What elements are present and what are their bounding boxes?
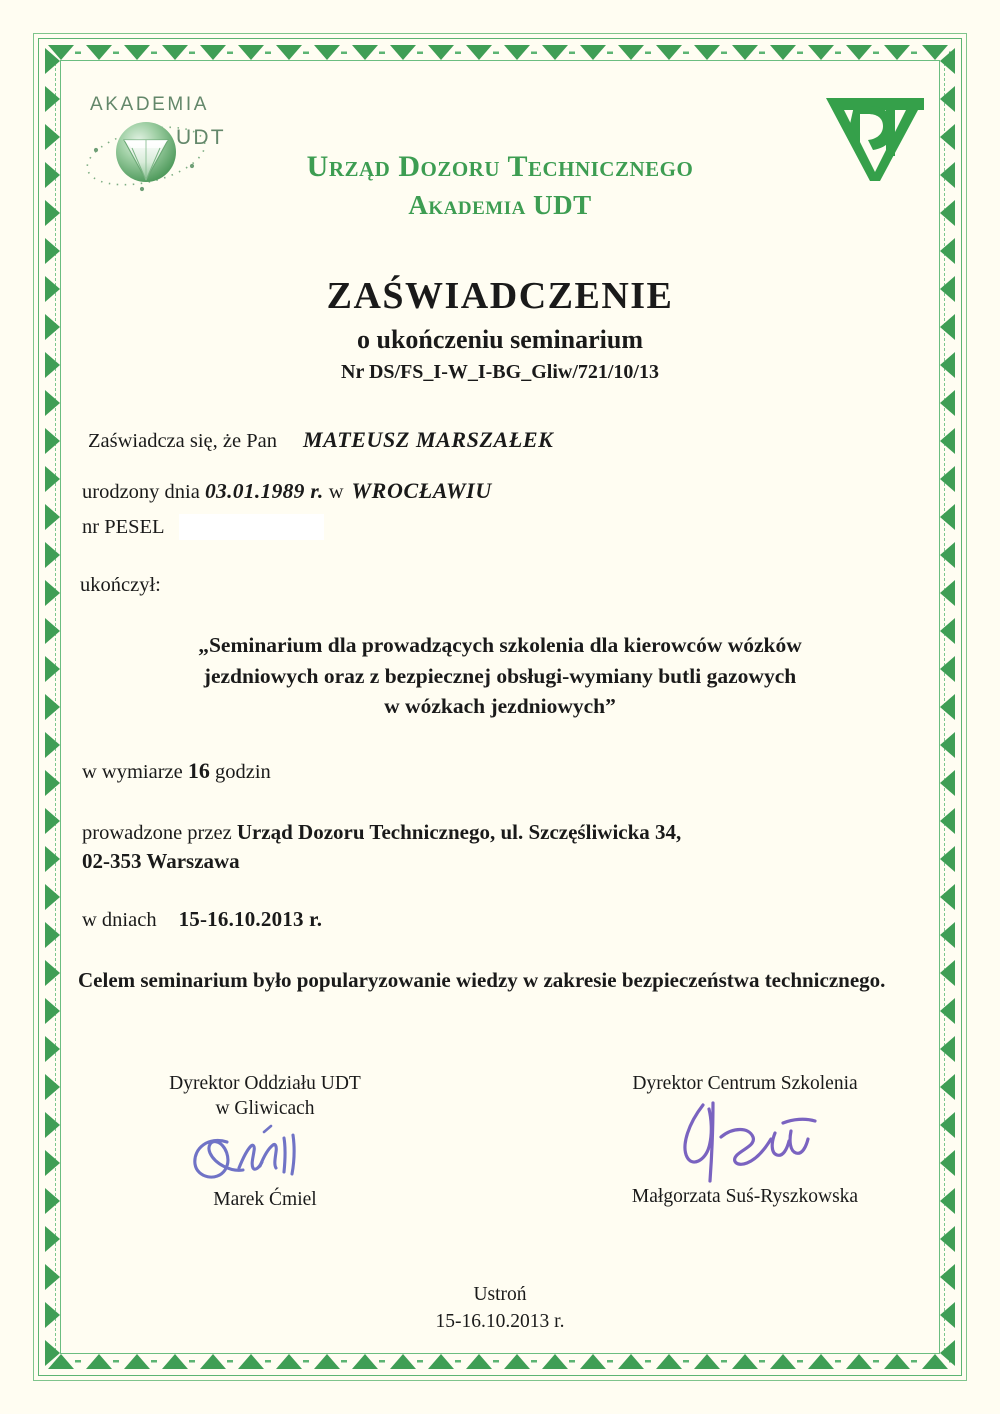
dates-value: 15-16.10.2013 r.: [178, 906, 323, 931]
seminar-title: [70, 630, 930, 722]
signature-role-left-line-1: Dyrektor Oddziału UDT: [169, 1073, 361, 1094]
organizer-address-line-2: 02-353 Warszawa: [82, 849, 240, 874]
signature-name-right: Małgorzata Suś-Ryszkowska: [631, 1185, 859, 1207]
title-block: [70, 277, 930, 383]
footer-date: 15-16.10.2013 r.: [435, 1311, 565, 1333]
seminar-title-line-2: jezdniowych oraz z bezpiecznej obsługi-wymiany butli gazowych: [203, 663, 797, 688]
certificate-number: Nr DS/FS_I-W_I-BG_Gliw/721/10/13: [341, 361, 659, 384]
organization-line-1: Urząd Dozoru Technicznego: [306, 150, 694, 183]
dates-prefix: w dniach: [82, 908, 157, 931]
organizer-line: [82, 818, 930, 877]
recipient-line: [88, 429, 930, 452]
organization-line-2: Akademia UDT: [408, 190, 592, 220]
recipient-prefix: Zaświadcza się, że Pan: [88, 430, 277, 453]
border-triangles-left: [44, 44, 62, 1370]
certificate-heading: ZAŚWIADCZENIE: [326, 275, 674, 317]
certificate-subheading: o ukończeniu seminarium: [356, 324, 644, 354]
dates-line: [82, 906, 930, 931]
signature-block-left: [100, 1072, 430, 1211]
seminar-title-line-1: „Seminarium dla prowadzących szkolenia dla kierowców wózków: [198, 632, 802, 657]
pesel-label: nr PESEL: [82, 516, 165, 539]
signature-role-right-line-1: Dyrektor Centrum Szkolenia: [632, 1073, 858, 1094]
signature-ink-left: [100, 1122, 430, 1188]
signature-area: [70, 1072, 930, 1242]
certificate-content: [70, 60, 930, 1350]
organizer-address-line-1: Urząd Dozoru Technicznego, ul. Szczęśliwicka 34,: [236, 820, 682, 845]
seminar-title-line-3: w wózkach jezdniowych”: [384, 694, 616, 719]
purpose-statement: Celem seminarium było popularyzowanie wiedzy w zakresie bezpieczeństwa technicznego.: [78, 968, 886, 993]
organizer-prefix: prowadzone przez: [82, 822, 232, 845]
recipient-name: MATEUSZ MARSZAŁEK: [302, 427, 554, 453]
birth-date: 03.01.1989 r.: [204, 478, 324, 503]
organization-title: [70, 150, 930, 221]
signature-block-right: [560, 1072, 930, 1208]
born-prefix: urodzony dnia: [82, 480, 200, 503]
signature-name-left: Marek Ćmiel: [213, 1188, 317, 1210]
birth-line: [82, 477, 930, 503]
footer: [70, 1282, 930, 1335]
hours-prefix: w wymiarze: [82, 760, 183, 783]
svg-text:AKADEMIA: AKADEMIA: [90, 94, 209, 115]
hours-line: [82, 757, 930, 783]
border-triangles-bottom: [44, 1352, 956, 1370]
hours-suffix: godzin: [215, 760, 271, 783]
signature-role-left-line-2: w Gliwicach: [215, 1097, 315, 1119]
certificate-body: [70, 429, 930, 994]
birth-city: WROCŁAWIU: [351, 477, 492, 503]
header: [70, 60, 930, 235]
completed-label: ukończył:: [80, 574, 161, 597]
born-in-word: w: [328, 480, 344, 503]
svg-text:UDT: UDT: [176, 126, 226, 149]
signature-ink-right: [560, 1097, 930, 1185]
pesel-line: [82, 514, 930, 540]
pesel-redaction-block: [179, 514, 324, 540]
border-triangles-right: [938, 44, 956, 1370]
footer-place: Ustroń: [473, 1284, 527, 1305]
hours-value: 16: [187, 757, 210, 783]
